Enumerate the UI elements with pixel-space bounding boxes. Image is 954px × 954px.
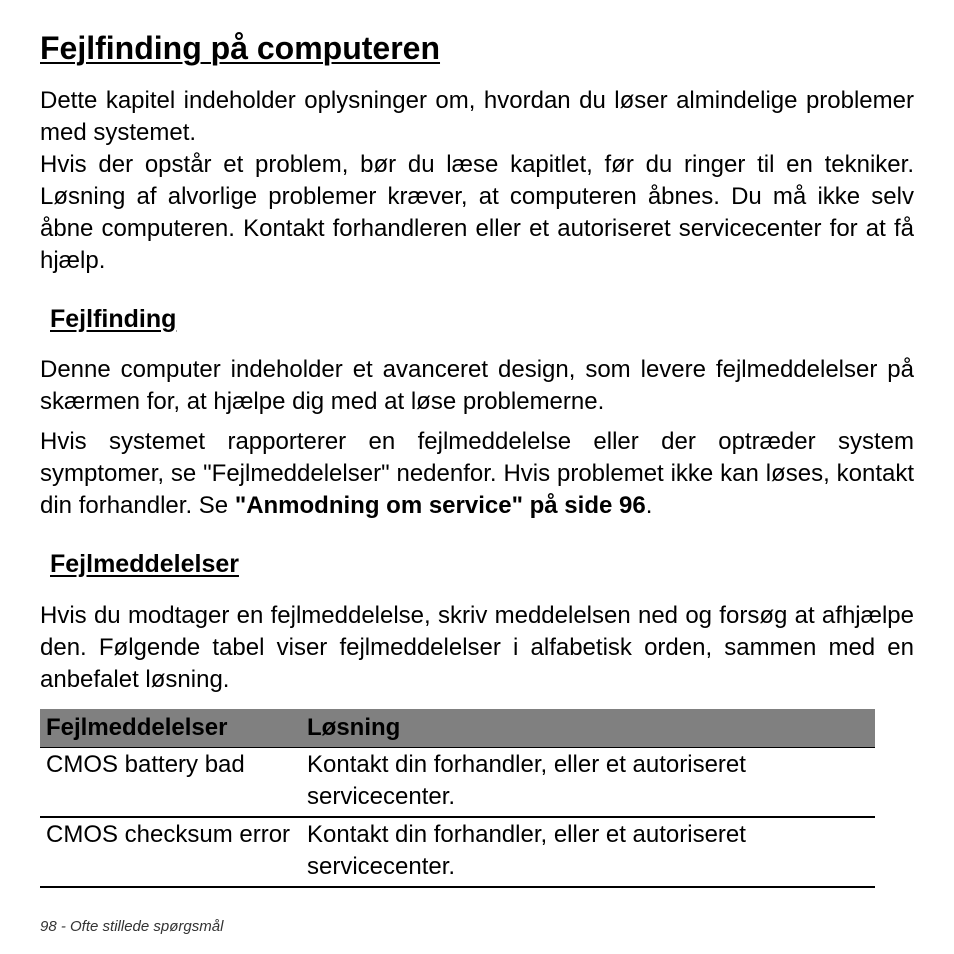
page-title: Fejlfinding på computeren xyxy=(40,30,441,66)
table-cell-solution: Kontakt din forhandler, eller et autoriseret servicecenter. xyxy=(301,748,875,818)
table-header-row xyxy=(40,709,875,748)
page-footer: 98 - Ofte stillede spørgsmål xyxy=(40,918,224,935)
table-cell-message: CMOS checksum error xyxy=(40,817,301,887)
table-row xyxy=(40,748,875,818)
fejlfinding-paragraph-2: Hvis systemet rapporterer en fejlmeddelelse eller der optræder system symptomer, se "Fejlmeddelelser" nedenfor. Hvis problemet ikke kan løses, kontakt din forhandler. Se "Anmodning om service" på side 96. xyxy=(40,428,914,519)
table-cell-message: CMOS battery bad xyxy=(40,748,301,818)
table-row xyxy=(40,817,875,887)
fejlmeddelelser-paragraph-1: Hvis du modtager en fejlmeddelelse, skriv meddelelsen ned og forsøg at afhjælpe den. Følgende tabel viser fejlmeddelelser i alfabetisk orden, sammen med en anbefalet løsning. xyxy=(40,602,914,693)
error-message-table xyxy=(40,709,875,888)
table-cell-solution: Kontakt din forhandler, eller et autoriseret servicecenter. xyxy=(301,817,875,887)
intro-paragraph-1: Dette kapitel indeholder oplysninger om, hvordan du løser almindelige problemer med systemet. xyxy=(40,87,914,146)
section-heading-fejlmeddelelser: Fejlmeddelelser xyxy=(50,550,239,578)
intro-paragraph-2: Hvis der opstår et problem, bør du læse kapitlet, før du ringer til en tekniker. Løsning af alvorlige problemer kræver, at computeren åbnes. Du må ikke selv åbne computeren. Kontakt forhandleren eller et autoriseret servicecenter for at få hjælp. xyxy=(40,151,914,274)
table-header-cell: Fejlmeddelelser xyxy=(40,709,301,748)
table-header-cell: Løsning xyxy=(301,709,875,748)
service-reference-link[interactable]: "Anmodning om service" på side 96 xyxy=(234,492,646,519)
section-fejlmeddelelser-body xyxy=(40,600,914,696)
intro-block xyxy=(40,85,914,277)
fejlfinding-paragraph-1: Denne computer indeholder et avanceret design, som levere fejlmeddelelser på skærmen for, at hjælpe dig med at løse problemerne. xyxy=(40,356,914,415)
section-heading-fejlfinding: Fejlfinding xyxy=(50,305,177,333)
section-fejlfinding-body xyxy=(40,354,914,522)
